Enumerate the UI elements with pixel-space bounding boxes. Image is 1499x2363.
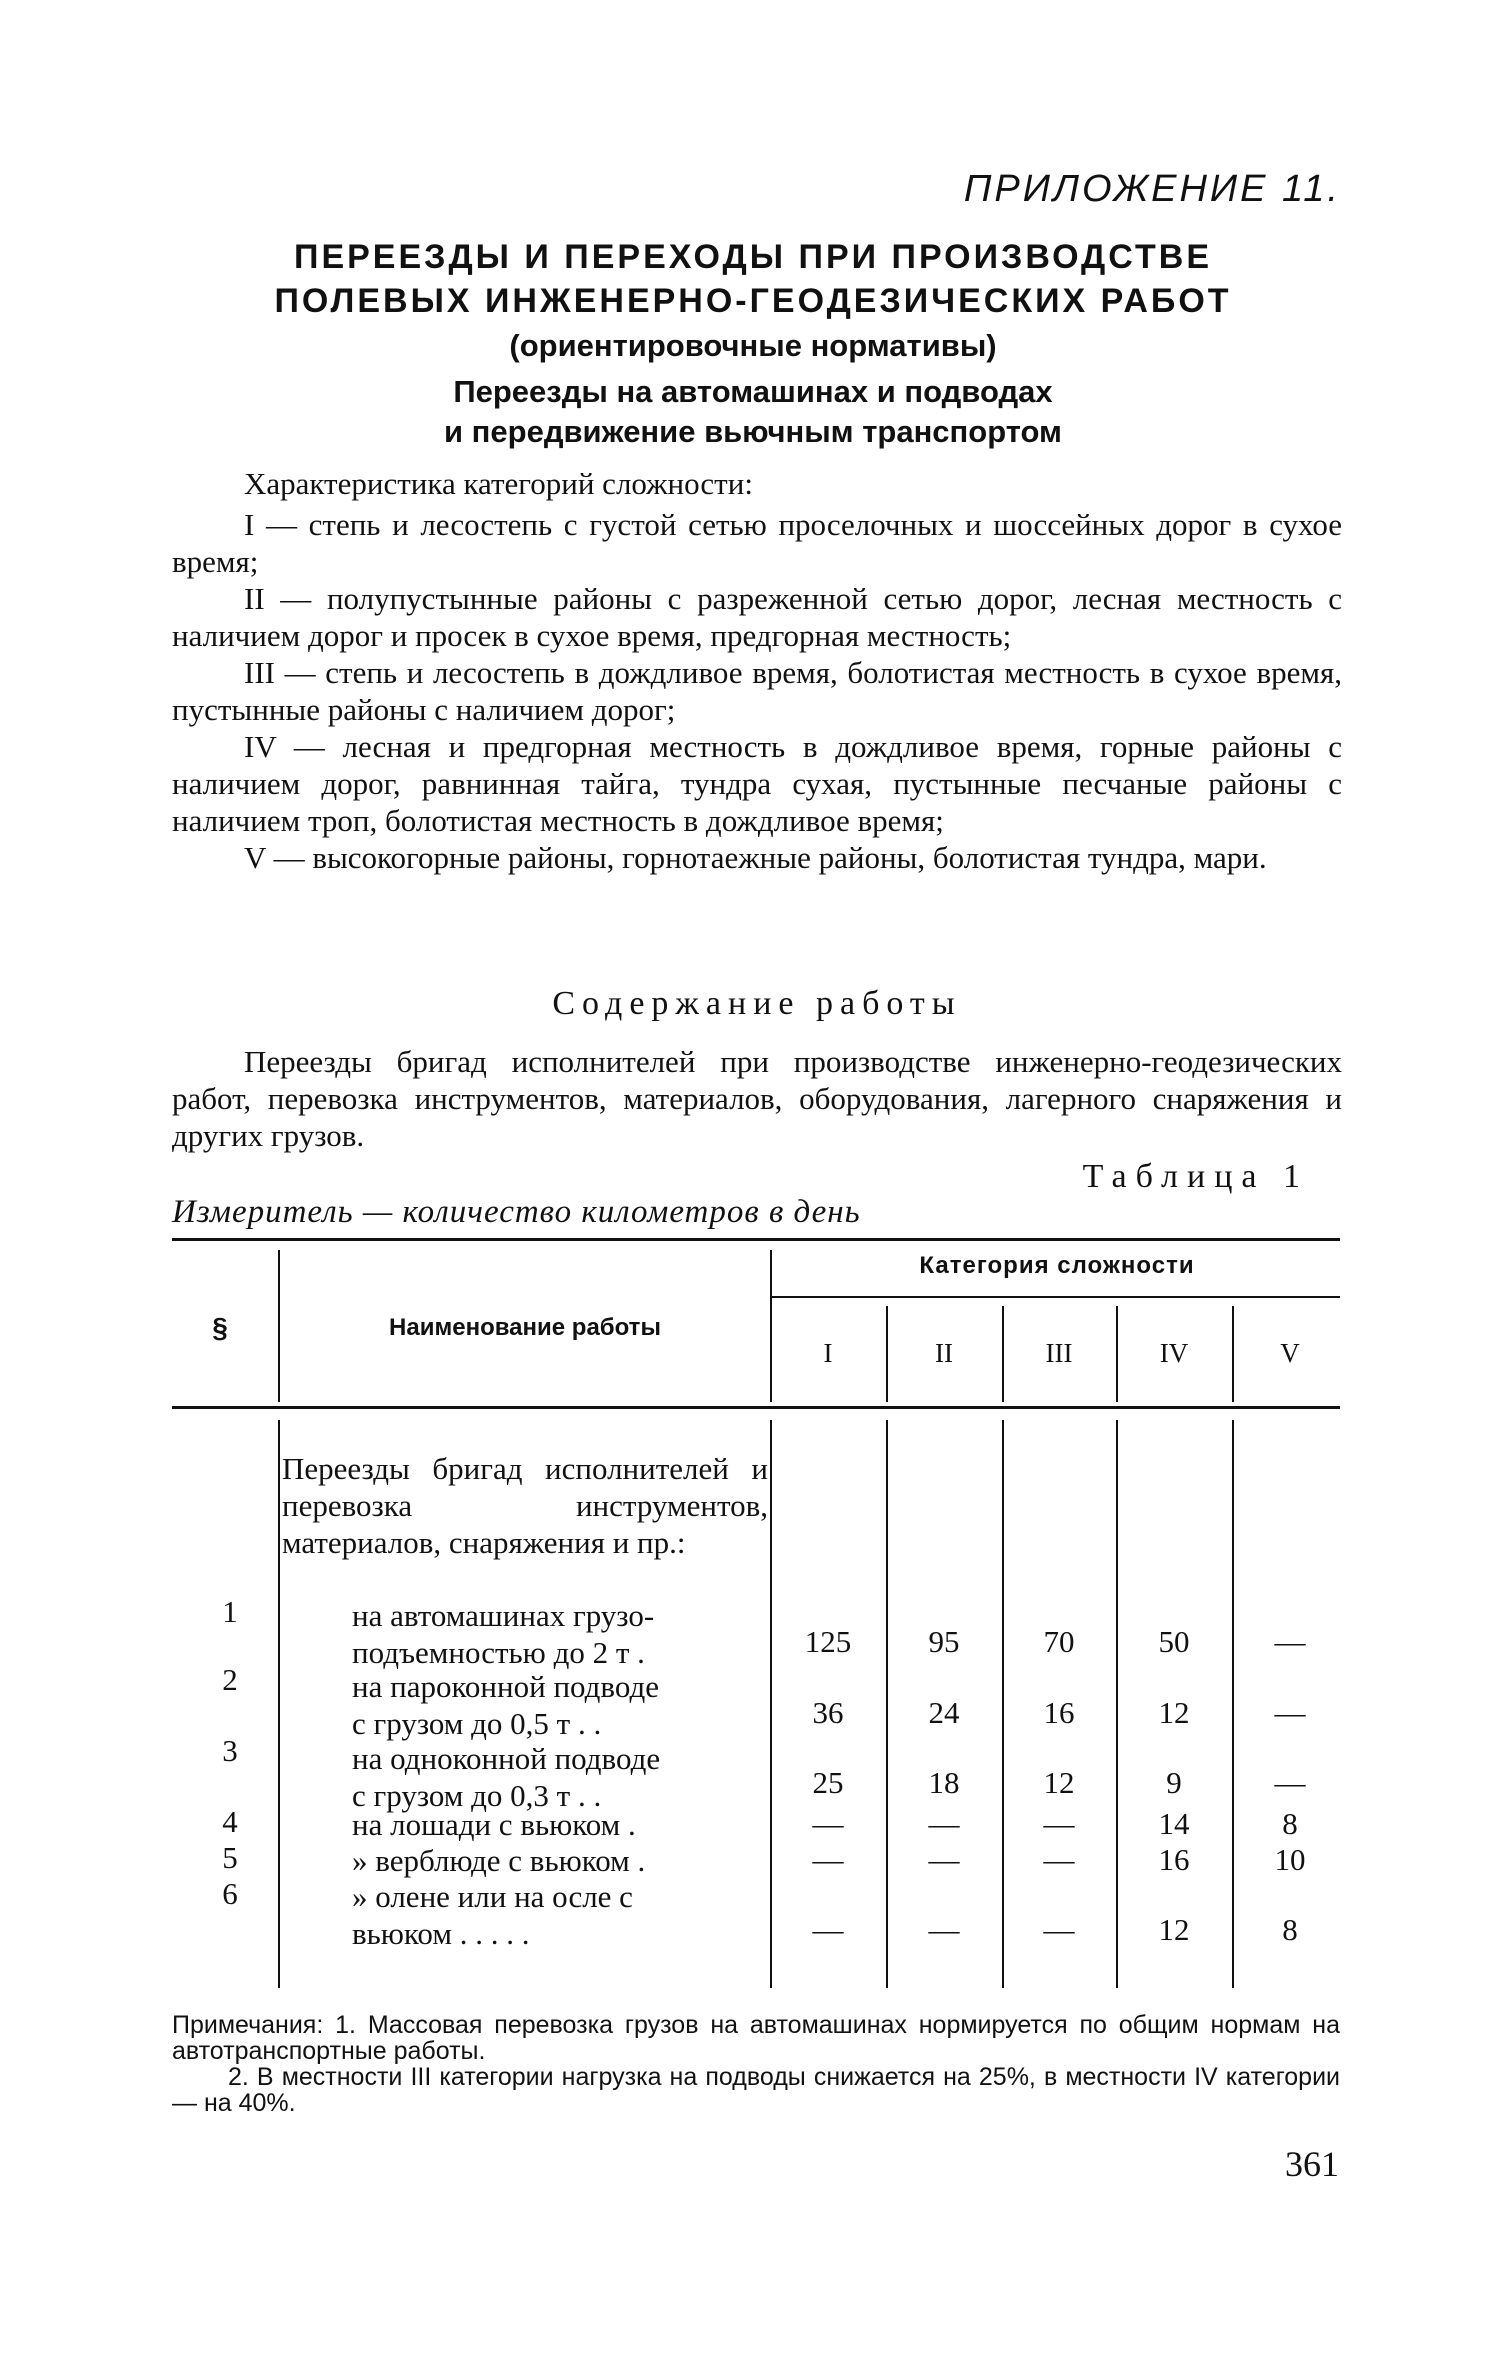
col-header-group: Категория сложности bbox=[919, 1252, 1195, 1279]
row-value: 8 bbox=[1282, 1912, 1298, 1947]
work-heading: Содержание работы bbox=[552, 985, 962, 1022]
row-name: вьюком . . . . . bbox=[352, 1916, 530, 1951]
row-name: на автомашинах грузо- bbox=[352, 1598, 655, 1633]
row-value: 16 bbox=[1158, 1842, 1190, 1877]
row-value: 18 bbox=[928, 1765, 960, 1800]
col-divider bbox=[886, 1420, 888, 1988]
row-name: с грузом до 0,5 т . . bbox=[352, 1706, 602, 1741]
subtitle bbox=[168, 372, 1338, 452]
row-num: 2 bbox=[222, 1662, 238, 1697]
col-header-cat-5: V bbox=[1280, 1338, 1300, 1368]
table-group-name: Переезды бригад исполнителей и перевозка инструментов, материалов, снаряжения и пр.: bbox=[282, 1451, 768, 1560]
row-value: — bbox=[1274, 1695, 1306, 1730]
col-divider bbox=[886, 1306, 888, 1402]
category-item: IV — лесная и предгорная местность в дождливое время, горные районы с наличием дорог, равнинная тайга, тундра сухая, пустынные песчаные районы с наличием троп, болотистая местность в дождливое время; bbox=[172, 729, 1342, 838]
row-name: » верблюде с вьюком . bbox=[352, 1843, 646, 1878]
page-number: 361 bbox=[1285, 2144, 1339, 2184]
table-label: Таблица 1 bbox=[1082, 1158, 1309, 1195]
row-value: 25 bbox=[812, 1765, 844, 1800]
col-header-cat-4: IV bbox=[1159, 1338, 1189, 1368]
row-name: на лошади с вьюком . bbox=[352, 1807, 636, 1842]
row-num: 6 bbox=[222, 1876, 238, 1911]
page-title bbox=[168, 235, 1338, 323]
title-line-1: ПЕРЕЕЗДЫ И ПЕРЕХОДЫ ПРИ ПРОИЗВОДСТВЕ bbox=[294, 238, 1212, 276]
row-name: » олене или на осле с bbox=[352, 1879, 633, 1914]
row-value: 36 bbox=[812, 1695, 844, 1730]
row-value: — bbox=[928, 1912, 960, 1947]
work-section bbox=[172, 1043, 1342, 1154]
col-divider bbox=[770, 1250, 772, 1402]
row-value: 10 bbox=[1274, 1842, 1306, 1877]
row-value: 95 bbox=[928, 1624, 960, 1659]
row-value: — bbox=[812, 1912, 844, 1947]
row-num: 5 bbox=[222, 1840, 238, 1875]
row-value: 16 bbox=[1043, 1695, 1075, 1730]
category-item: II — полупустынные районы с разреженной сетью дорог, лесная местность с наличием дорог и просек в сухое время, предгорная местность; bbox=[172, 581, 1342, 653]
col-divider bbox=[1116, 1306, 1118, 1402]
note-2: 2. В местности III категории нагрузка на подводы снижается на 25%, в местности IV категории — на 40%. bbox=[172, 2063, 1340, 2117]
category-item: V — высокогорные районы, горнотаежные районы, болотистая тундра, мари. bbox=[244, 840, 1267, 875]
table-top-rule bbox=[172, 1238, 1340, 1241]
row-value: 12 bbox=[1043, 1765, 1075, 1800]
row-value: — bbox=[812, 1806, 844, 1841]
note-1: Примечания: 1. Массовая перевозка грузов на автомашинах нормируется по общим нормам на автотранспортные работы. bbox=[172, 2011, 1340, 2065]
col-header-num: § bbox=[212, 1312, 228, 1343]
table-notes bbox=[172, 2012, 1340, 2116]
row-value: 9 bbox=[1166, 1765, 1182, 1800]
header-bottom-rule bbox=[172, 1406, 1340, 1409]
row-value: 50 bbox=[1158, 1624, 1190, 1659]
group-header-rule bbox=[772, 1296, 1340, 1298]
row-value: — bbox=[1043, 1912, 1075, 1947]
title-line-2: ПОЛЕВЫХ ИНЖЕНЕРНО-ГЕОДЕЗИЧЕСКИХ РАБОТ bbox=[274, 282, 1232, 320]
subtitle-line-2: и передвижение вьючным транспортом bbox=[444, 414, 1062, 449]
row-name: на одноконной подводе bbox=[352, 1741, 661, 1776]
col-divider bbox=[1002, 1420, 1004, 1988]
row-value: — bbox=[1274, 1624, 1306, 1659]
row-value: — bbox=[1043, 1806, 1075, 1841]
col-divider bbox=[278, 1420, 280, 1988]
category-item: III — степь и лесостепь в дождливое время, болотистая местность в сухое время, пустынные районы с наличием дорог; bbox=[172, 655, 1342, 727]
row-num: 3 bbox=[222, 1733, 238, 1768]
col-divider bbox=[1232, 1306, 1234, 1402]
row-value: 70 bbox=[1043, 1624, 1075, 1659]
col-divider bbox=[770, 1420, 772, 1988]
appendix-label: ПРИЛОЖЕНИЕ 11. bbox=[963, 168, 1341, 210]
row-value: 8 bbox=[1282, 1806, 1298, 1841]
row-value: — bbox=[1274, 1765, 1306, 1800]
subtitle-line-1: Переезды на автомашинах и подводах bbox=[453, 374, 1053, 409]
row-value: 24 bbox=[928, 1695, 960, 1730]
col-divider bbox=[1002, 1306, 1004, 1402]
row-num: 1 bbox=[222, 1594, 238, 1629]
row-value: 12 bbox=[1158, 1695, 1190, 1730]
row-value: 12 bbox=[1158, 1912, 1190, 1947]
row-value: 125 bbox=[804, 1624, 852, 1659]
categories-section bbox=[172, 465, 1342, 876]
row-value: — bbox=[928, 1842, 960, 1877]
categories-heading: Характеристика категорий сложности: bbox=[244, 466, 753, 501]
col-header-cat-1: I bbox=[823, 1338, 833, 1368]
row-value: 14 bbox=[1158, 1806, 1190, 1841]
category-item: I — степь и лесостепь с густой сетью проселочных и шоссейных дорог в сухое время; bbox=[172, 507, 1342, 579]
title-note: (ориентировочные нормативы) bbox=[509, 328, 997, 363]
row-name: подъемностью до 2 т . bbox=[352, 1635, 645, 1670]
col-divider bbox=[1232, 1420, 1234, 1988]
row-num: 4 bbox=[222, 1804, 238, 1839]
work-text: Переезды бригад исполнителей при производстве инженерно-геодезических работ, перевозка инструментов, материалов, оборудования, лагерного снаряжения и других грузов. bbox=[172, 1044, 1342, 1153]
row-value: — bbox=[928, 1806, 960, 1841]
col-header-cat-2: II bbox=[935, 1338, 953, 1368]
col-header-name: Наименование работы bbox=[389, 1314, 661, 1341]
row-value: — bbox=[812, 1842, 844, 1877]
row-name: на пароконной подводе bbox=[352, 1669, 659, 1704]
col-header-cat-3: III bbox=[1045, 1338, 1073, 1368]
col-divider bbox=[1116, 1420, 1118, 1988]
col-divider bbox=[278, 1250, 280, 1402]
row-name: с грузом до 0,3 т . . bbox=[352, 1778, 602, 1813]
row-value: — bbox=[1043, 1842, 1075, 1877]
table-measure: Измеритель — количество километров в день bbox=[172, 1194, 861, 1230]
